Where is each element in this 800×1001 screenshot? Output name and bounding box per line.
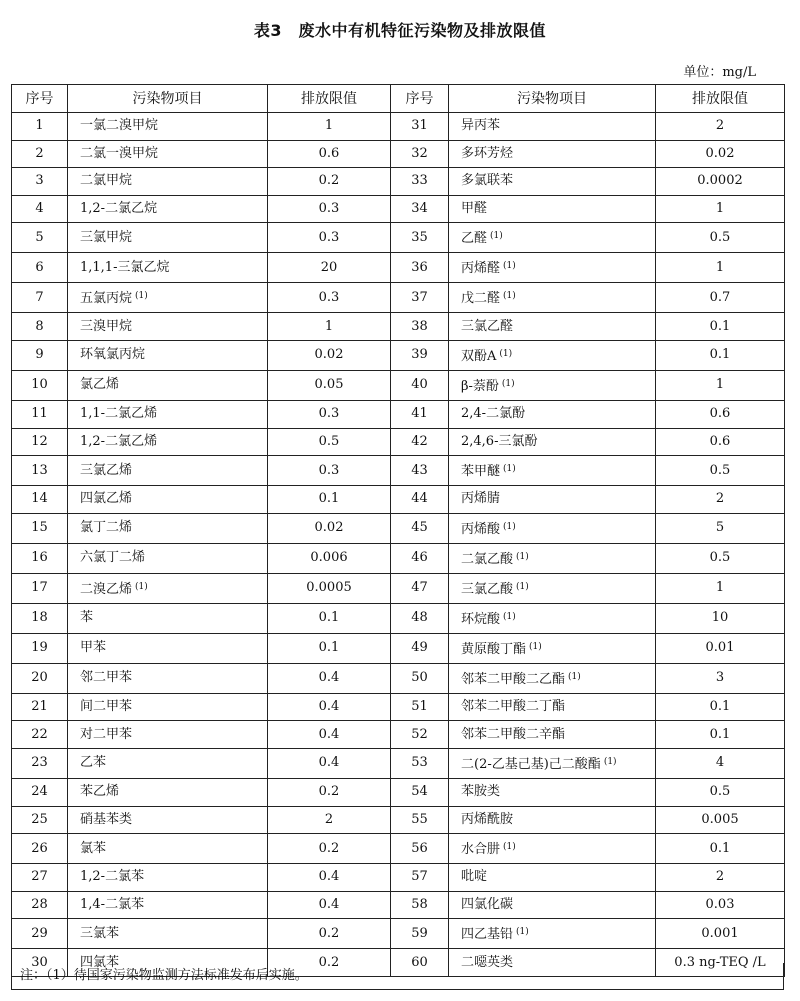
row-number: 2 [12,140,68,168]
footnote-marker: (1) [529,641,542,652]
footnote-marker: (1) [503,611,516,622]
limit-value: 0.1 [656,313,785,341]
pollutant-name-cell [68,693,268,721]
footnote-marker: (1) [135,581,148,592]
pollutant-name: 三氯乙烯 [80,462,133,478]
pollutant-name: 对二甲苯 [80,726,133,742]
pollutant-name: 三溴甲烷 [80,318,133,334]
row-number: 58 [391,891,449,919]
limit-value: 0.4 [268,663,391,693]
pollutant-name-cell [68,223,268,253]
limit-value: 1 [268,313,391,341]
limit-value: 2 [656,486,785,514]
pollutant-name: 邻苯二甲酸二乙酯 [461,671,566,687]
pollutant-name-cell [449,253,656,283]
pollutant-name-cell [449,113,656,141]
limit-value: 1 [656,573,785,603]
limit-value: 0.5 [656,456,785,486]
footnote-marker: (1) [135,291,148,302]
row-number: 28 [12,891,68,919]
table-row [12,113,785,141]
row-number: 53 [391,748,449,778]
row-number: 23 [12,748,68,778]
row-number: 40 [391,370,449,400]
row-number: 44 [391,486,449,514]
pollutant-name: 二氯乙酸 [461,551,514,567]
pollutant-name: 2,4,6-三氯酚 [461,433,538,449]
pollutant-name-cell [449,721,656,749]
pollutant-name-cell [449,663,656,693]
row-number: 37 [391,283,449,313]
pollutant-name-cell [68,313,268,341]
header-limit: 排放限值 [656,85,785,113]
limit-value: 0.5 [656,778,785,806]
header-no: 序号 [12,85,68,113]
table-row [12,633,785,663]
footnote-marker: (1) [503,291,516,302]
limit-value: 0.2 [268,168,391,196]
row-number: 27 [12,864,68,892]
pollutant-name: 氯丁二烯 [80,520,133,536]
row-number: 5 [12,223,68,253]
pollutant-name: 黄原酸丁酯 [461,641,527,657]
table-row [12,456,785,486]
pollutant-name-cell [68,253,268,283]
limit-value: 0.1 [656,834,785,864]
pollutant-name: 丙烯醛 [461,261,501,277]
row-number: 30 [12,949,68,977]
table-row [12,603,785,633]
limit-value: 0.3 [268,400,391,428]
limit-value: 20 [268,253,391,283]
row-number: 6 [12,253,68,283]
pollutant-name: 间二甲苯 [80,699,133,715]
limit-value: 0.1 [268,486,391,514]
pollutant-name-cell [68,891,268,919]
pollutant-name-cell [449,834,656,864]
row-number: 59 [391,919,449,949]
row-number: 15 [12,513,68,543]
pollutant-name: 三氯乙酸 [461,581,514,597]
row-number: 49 [391,633,449,663]
pollutant-name: 多氯联苯 [461,173,514,189]
limit-value: 0.5 [656,223,785,253]
pollutant-name: 二氯甲烷 [80,173,133,189]
pollutant-name-cell [68,456,268,486]
limit-value: 1 [656,195,785,223]
limit-value: 2 [656,864,785,892]
table-row [12,748,785,778]
limit-value: 0.5 [656,543,785,573]
pollutant-name: 邻苯二甲酸二辛酯 [461,726,566,742]
row-number: 57 [391,864,449,892]
table-row [12,140,785,168]
pollutant-name-cell [68,748,268,778]
limit-value: 0.2 [268,919,391,949]
limit-value: 0.3 [268,195,391,223]
pollutant-name-cell [68,603,268,633]
footnote-marker: (1) [516,551,529,562]
pollutant-name: 1,1-二氯乙烯 [80,406,158,422]
pollutant-name-cell [68,721,268,749]
pollutant-name: 二(2-乙基己基)己二酸酯 [461,756,601,772]
pollutant-name-cell [449,693,656,721]
table-row [12,486,785,514]
limit-value: 1 [656,253,785,283]
pollutant-name-cell [68,370,268,400]
table-row [12,834,785,864]
pollutant-name-cell [68,663,268,693]
pollutant-name-cell [68,919,268,949]
limit-value: 0.7 [656,283,785,313]
pollutant-name: 水合肼 [461,842,501,858]
row-number: 51 [391,693,449,721]
limit-value: 0.1 [268,633,391,663]
pollutant-name: 三氯乙醛 [461,318,514,334]
row-number: 60 [391,949,449,977]
pollutant-name-cell [449,400,656,428]
table-row [12,721,785,749]
table-row [12,573,785,603]
row-number: 33 [391,168,449,196]
pollutant-name: 吡啶 [461,869,488,885]
pollutant-name-cell [68,864,268,892]
pollutant-name: 硝基苯类 [80,811,133,827]
row-number: 39 [391,340,449,370]
pollutant-name-cell [449,486,656,514]
pollutant-name: 苯胺类 [461,784,501,800]
pollutant-name-cell [449,603,656,633]
pollutant-name: 1,2-二氯乙烯 [80,433,158,449]
footnote-marker: (1) [499,348,513,359]
pollutant-name-cell [449,543,656,573]
table-header-row [12,85,785,113]
limit-value: 2 [268,806,391,834]
pollutant-name-cell [449,195,656,223]
pollutant-name: 苯甲醚 [461,464,501,480]
table-row [12,223,785,253]
row-number: 17 [12,573,68,603]
row-number: 14 [12,486,68,514]
pollutant-name-cell [68,168,268,196]
pollutant-name: 1,2-二氯乙烷 [80,201,158,217]
row-number: 31 [391,113,449,141]
header-limit: 排放限值 [268,85,391,113]
table-row [12,428,785,456]
pollutant-name-cell [449,313,656,341]
pollutant-name-cell [449,513,656,543]
footnote-marker: (1) [503,842,516,853]
limit-value: 0.6 [656,428,785,456]
limit-value: 4 [656,748,785,778]
pollutant-name: 氯乙烯 [80,377,120,393]
row-number: 24 [12,778,68,806]
row-number: 7 [12,283,68,313]
footnote-marker: (1) [501,378,515,389]
unit-label: 单位：mg/L [683,65,756,80]
row-number: 52 [391,721,449,749]
row-number: 36 [391,253,449,283]
limit-value: 0.0002 [656,168,785,196]
limit-value: 0.1 [656,693,785,721]
pollutant-name: 邻二甲苯 [80,670,133,686]
row-number: 55 [391,806,449,834]
row-number: 8 [12,313,68,341]
pollutant-name: 四氯苯 [80,954,120,970]
row-number: 25 [12,806,68,834]
limit-value: 0.1 [268,603,391,633]
row-number: 54 [391,778,449,806]
limit-value: 0.4 [268,864,391,892]
table-row [12,195,785,223]
pollutant-name-cell [68,573,268,603]
limit-value: 0.03 [656,891,785,919]
table-row [12,543,785,573]
header-name: 污染物项目 [449,85,656,113]
pollutant-name: 环烷酸 [461,611,501,627]
footnote-marker: (1) [603,756,617,767]
limit-value: 0.6 [268,140,391,168]
table-row [12,513,785,543]
limit-value: 0.1 [656,721,785,749]
table-row [12,253,785,283]
limit-value: 0.0005 [268,573,391,603]
pollutant-name-cell [68,400,268,428]
table-body [12,113,785,977]
pollutant-name-cell [449,456,656,486]
table-row [12,806,785,834]
pollutant-name: 邻苯二甲酸二丁酯 [461,699,566,715]
pollutant-name-cell [449,168,656,196]
limit-value: 0.01 [656,633,785,663]
limit-value: 0.2 [268,834,391,864]
pollutant-name-cell [68,283,268,313]
table-row [12,400,785,428]
pollutant-name-cell [68,140,268,168]
limit-value: 0.02 [268,513,391,543]
table-row [12,168,785,196]
pollutant-name-cell [449,919,656,949]
limit-value: 0.4 [268,748,391,778]
pollutant-name: 丙烯腈 [461,491,501,507]
pollutant-name-cell [449,428,656,456]
pollutant-name: 六氯丁二烯 [80,550,146,566]
table-row [12,891,785,919]
pollutant-limits-table [11,84,785,977]
limit-value: 0.3 [268,283,391,313]
row-number: 47 [391,573,449,603]
pollutant-name: 甲苯 [80,640,107,656]
pollutant-name-cell [449,370,656,400]
row-number: 29 [12,919,68,949]
row-number: 1 [12,113,68,141]
limit-value: 0.5 [268,428,391,456]
pollutant-name-cell [449,573,656,603]
pollutant-name-cell [449,806,656,834]
pollutant-name: 甲醛 [461,201,488,217]
row-number: 35 [391,223,449,253]
row-number: 43 [391,456,449,486]
row-number: 45 [391,513,449,543]
table-row [12,778,785,806]
table-row [12,283,785,313]
limit-value: 0.2 [268,778,391,806]
row-number: 18 [12,603,68,633]
pollutant-name-cell [68,778,268,806]
limit-value: 1 [268,113,391,141]
row-number: 22 [12,721,68,749]
footnote-marker: (1) [503,464,516,475]
pollutant-name: 三氯甲烷 [80,229,133,245]
pollutant-name-cell [449,223,656,253]
pollutant-name: 五氯丙烷 [80,291,133,307]
pollutant-name: 苯乙烯 [80,784,120,800]
row-number: 42 [391,428,449,456]
row-number: 11 [12,400,68,428]
row-number: 48 [391,603,449,633]
limit-value: 0.3 ng-TEQ /L [656,949,785,977]
pollutant-name: 多环芳烃 [461,145,514,161]
pollutant-name: 二氯一溴甲烷 [80,145,159,161]
pollutant-name-cell [68,543,268,573]
table-row [12,663,785,693]
footnote-marker: (1) [516,581,529,592]
pollutant-name: 1,4-二氯苯 [80,897,145,913]
pollutant-name: 丙烯酸 [461,521,501,537]
limit-value: 0.6 [656,400,785,428]
header-name: 污染物项目 [68,85,268,113]
row-number: 26 [12,834,68,864]
table-row [12,693,785,721]
limit-value: 0.4 [268,693,391,721]
pollutant-name-cell [68,834,268,864]
pollutant-name-cell [68,633,268,663]
footnote-marker: (1) [516,927,529,938]
limit-value: 10 [656,603,785,633]
limit-value: 3 [656,663,785,693]
pollutant-name: 四乙基铅 [461,927,514,943]
pollutant-name-cell [68,340,268,370]
limit-value: 0.005 [656,806,785,834]
limit-value: 0.4 [268,891,391,919]
row-number: 13 [12,456,68,486]
footnote: 注：（1）待国家污染物监测方法标准发布后实施。 [11,963,784,990]
row-number: 19 [12,633,68,663]
row-number: 56 [391,834,449,864]
pollutant-name: 2,4-二氯酚 [461,406,526,422]
header-no: 序号 [391,85,449,113]
row-number: 3 [12,168,68,196]
pollutant-name-cell [68,428,268,456]
pollutant-name: 乙苯 [80,755,107,771]
limit-value: 2 [656,113,785,141]
row-number: 41 [391,400,449,428]
limit-value: 0.02 [268,340,391,370]
limit-value: 0.2 [268,949,391,977]
footnote-marker: (1) [503,521,516,532]
pollutant-name-cell [449,864,656,892]
pollutant-name: 二溴乙烯 [80,581,133,597]
limit-value: 5 [656,513,785,543]
pollutant-name: 1,1,1-三氯乙烷 [80,259,170,275]
limit-value: 0.4 [268,721,391,749]
pollutant-name: 二噁英类 [461,954,514,970]
pollutant-name: 双酚A [461,348,497,364]
pollutant-name-cell [449,140,656,168]
pollutant-name: 一氯二溴甲烷 [80,118,159,134]
row-number: 34 [391,195,449,223]
pollutant-name-cell [68,195,268,223]
table-row [12,864,785,892]
pollutant-name: 环氧氯丙烷 [80,347,146,363]
row-number: 4 [12,195,68,223]
pollutant-name-cell [449,283,656,313]
row-number: 12 [12,428,68,456]
pollutant-name: 戊二醛 [461,291,501,307]
row-number: 32 [391,140,449,168]
pollutant-name: 四氯乙烯 [80,491,133,507]
pollutant-name: 丙烯酰胺 [461,811,514,827]
row-number: 10 [12,370,68,400]
pollutant-name-cell [68,486,268,514]
pollutant-name: 异丙苯 [461,118,501,134]
pollutant-name-cell [449,891,656,919]
footnote-marker: (1) [490,231,503,242]
pollutant-name: 1,2-二氯苯 [80,869,145,885]
pollutant-name-cell [449,633,656,663]
row-number: 50 [391,663,449,693]
limit-value: 0.3 [268,456,391,486]
row-number: 38 [391,313,449,341]
pollutant-name: 苯 [80,610,94,626]
limit-value: 1 [656,370,785,400]
pollutant-name: 三氯苯 [80,925,120,941]
pollutant-name-cell [449,340,656,370]
pollutant-name: 氯苯 [80,840,107,856]
table-title: 表3 废水中有机特征污染物及排放限值 [253,21,547,40]
limit-value: 0.001 [656,919,785,949]
pollutant-name-cell [68,113,268,141]
limit-value: 0.05 [268,370,391,400]
table-row [12,370,785,400]
limit-value: 0.02 [656,140,785,168]
row-number: 21 [12,693,68,721]
limit-value: 0.1 [656,340,785,370]
row-number: 46 [391,543,449,573]
footnote-marker: (1) [503,261,516,272]
pollutant-name-cell [68,806,268,834]
table-row [12,313,785,341]
row-number: 20 [12,663,68,693]
limit-value: 0.006 [268,543,391,573]
row-number: 16 [12,543,68,573]
pollutant-name-cell [449,778,656,806]
row-number: 9 [12,340,68,370]
pollutant-name: 四氯化碳 [461,897,514,913]
table-row [12,340,785,370]
pollutant-name: β-萘酚 [461,378,499,394]
table-row [12,919,785,949]
pollutant-name: 乙醛 [461,231,488,247]
pollutant-name-cell [449,748,656,778]
footnote-marker: (1) [568,671,581,682]
limit-value: 0.3 [268,223,391,253]
pollutant-name-cell [68,513,268,543]
